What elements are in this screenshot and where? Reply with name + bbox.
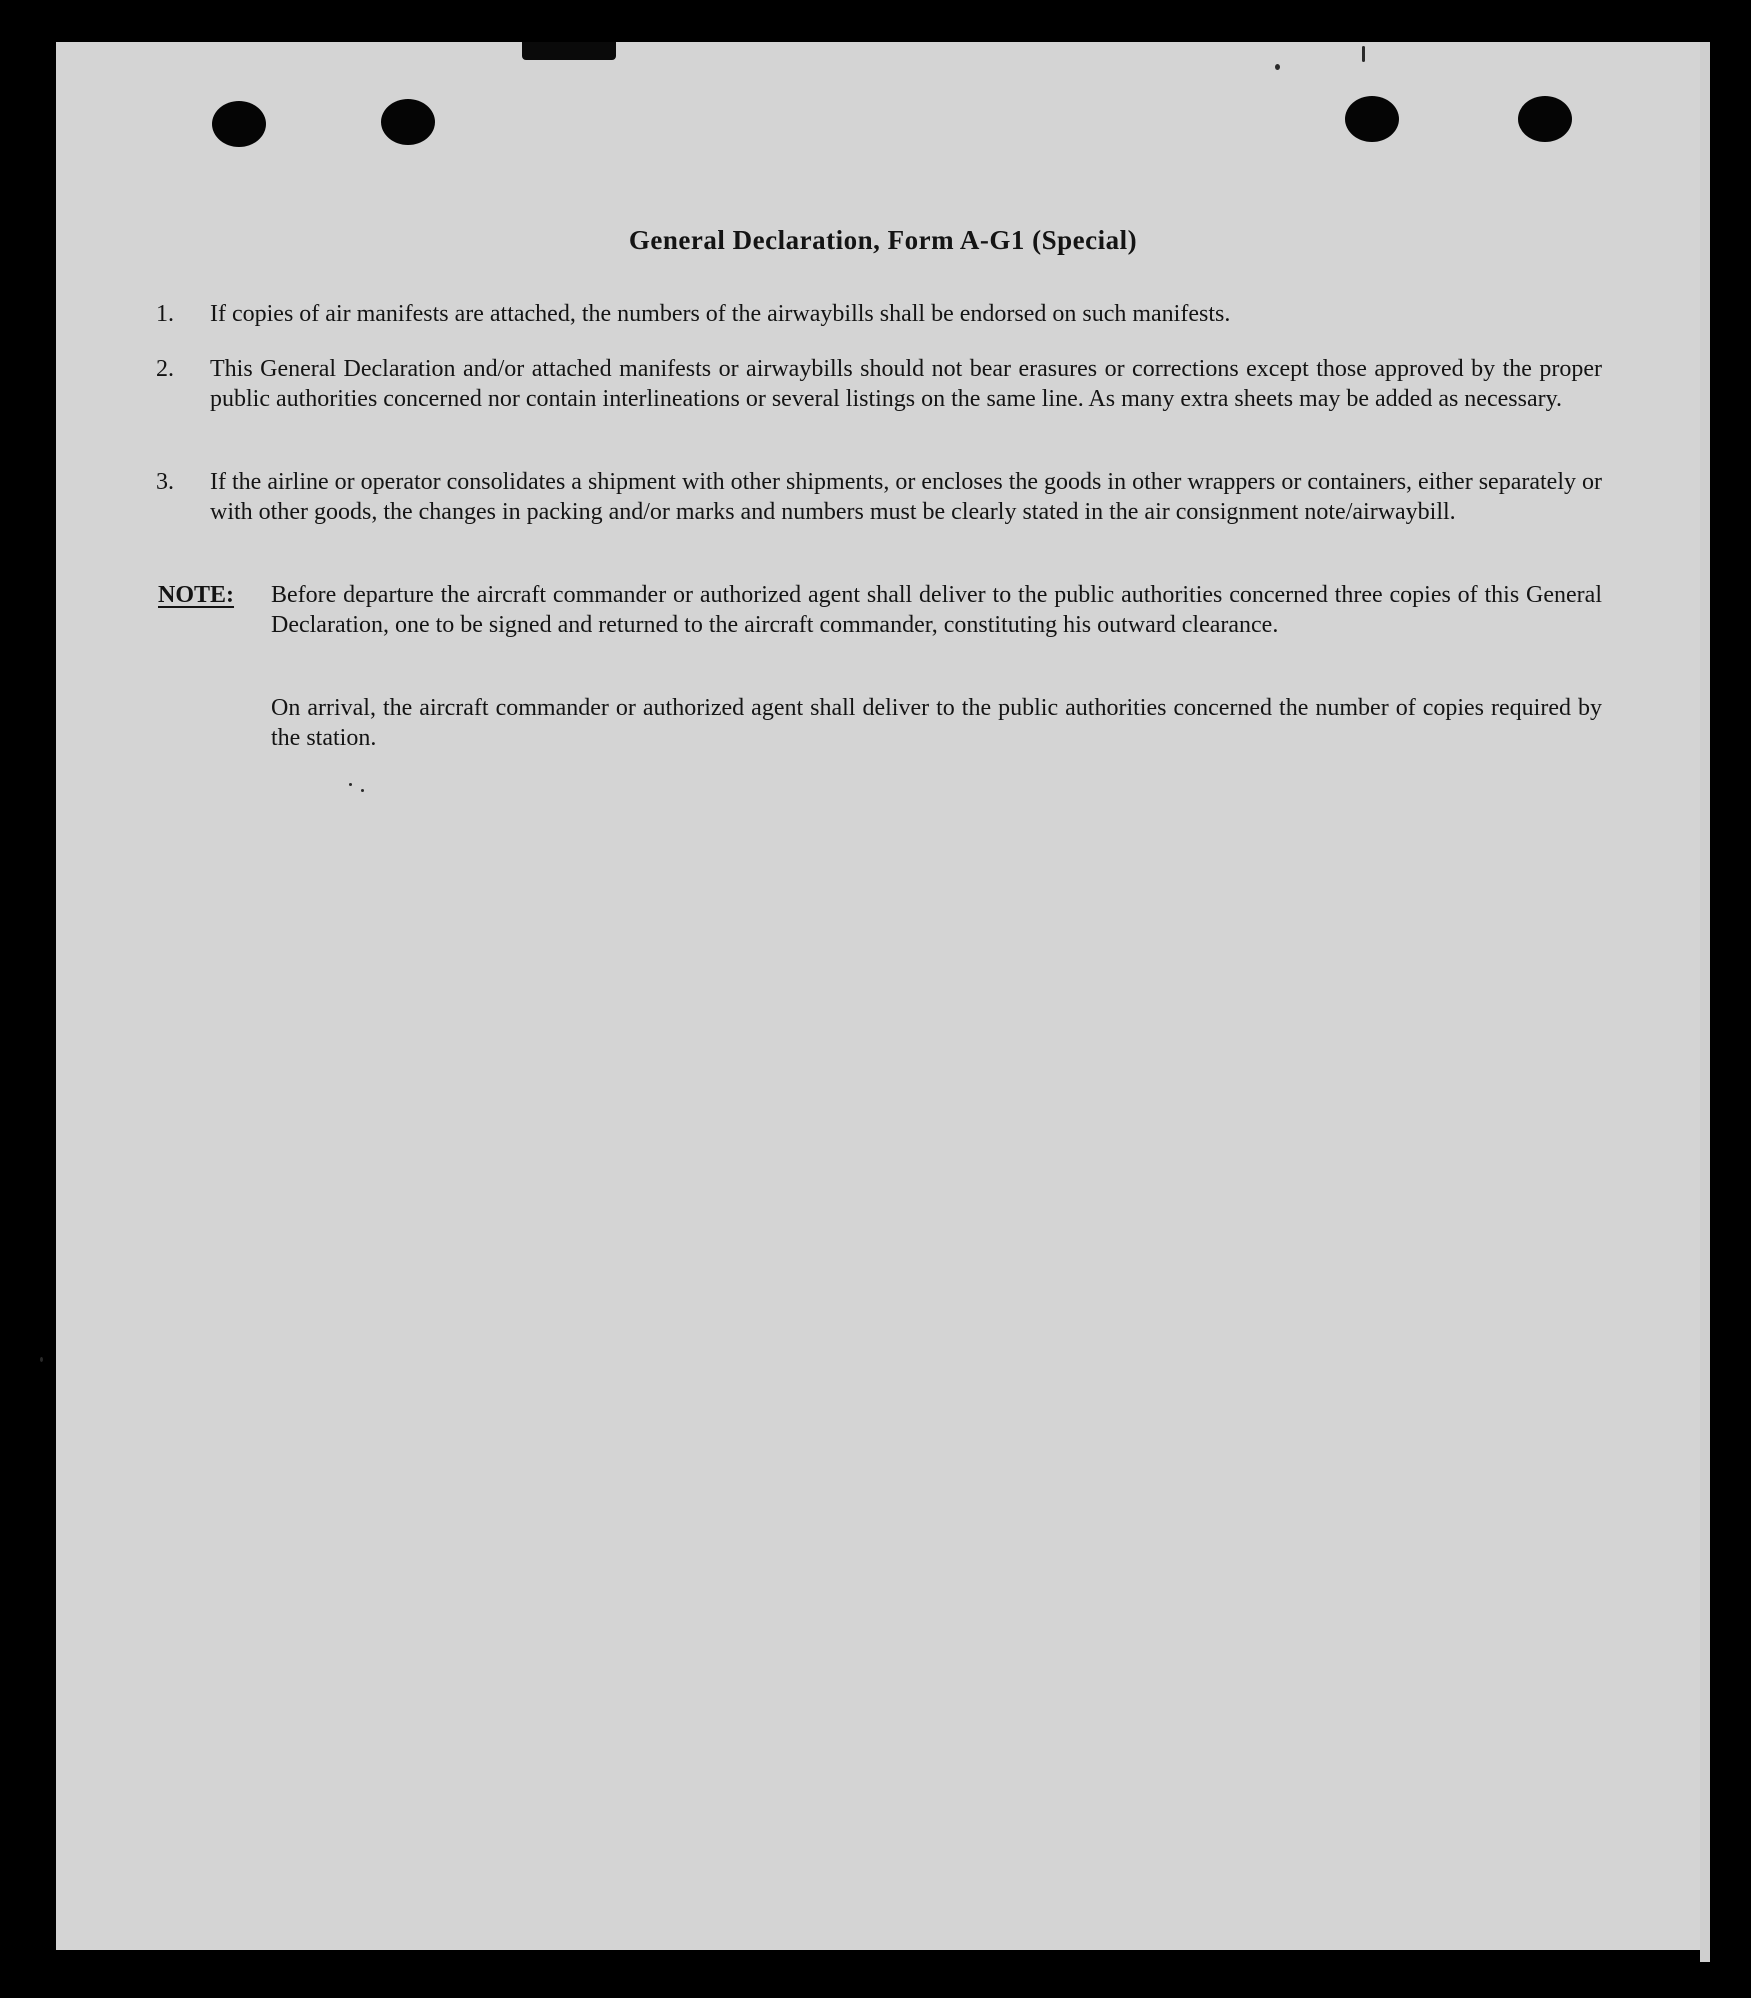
speck-mark [1362,46,1365,62]
punch-hole-2 [381,99,435,145]
punch-hole-3 [1345,96,1399,142]
note-label: NOTE: [158,582,235,608]
item-number: 3. [156,469,174,495]
punch-hole-4 [1518,96,1572,142]
list-item [0,299,1751,331]
speck-mark [40,1357,43,1362]
torn-edge [522,42,616,60]
item-text: This General Declaration and/or attached manifests or airwaybills should not bear erasures or corrections except those approved by the proper public authorities concerned nor contain interlineations or several listings on the same line. As many extra sheets may be added as necessary. [210,356,1602,412]
item-text: If the airline or operator consolidates a shipment with other shipments, or encloses the goods in other wrappers or containers, either separately or with other goods, the changes in packing and/or marks and numbers must be clearly stated in the air consignment note/airwaybill. [210,469,1602,525]
punch-hole-1 [212,101,266,147]
speck-mark [349,783,352,786]
list-item [0,467,1751,559]
item-number: 1. [156,301,174,327]
note-paragraph: On arrival, the aircraft commander or authorized agent shall deliver to the public authorities concerned the number of copies required by the station. [271,695,1602,751]
list-item [0,354,1751,446]
item-number: 2. [156,356,174,382]
item-text: If copies of air manifests are attached, the numbers of the airwaybills shall be endorsed on such manifests. [210,301,1231,327]
speck-mark [361,789,364,792]
note-paragraph: Before departure the aircraft commander or authorized agent shall deliver to the public authorities concerned three copies of this General Declaration, one to be signed and returned to the aircraft commander, constituting his outward clearance. [271,582,1602,638]
speck-mark [1275,64,1280,70]
page-title: General Declaration, Form A-G1 (Special) [628,225,1138,255]
